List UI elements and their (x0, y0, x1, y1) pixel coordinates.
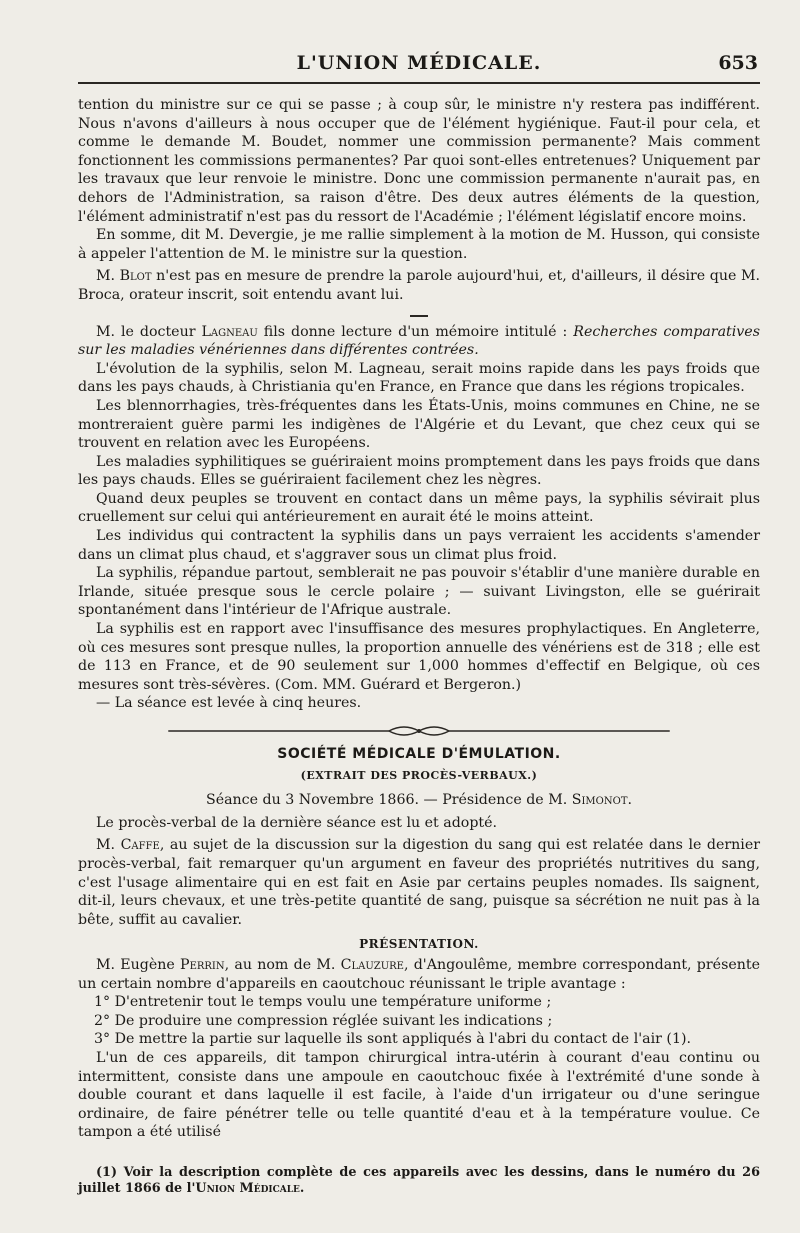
paragraph-caffe: M. Caffe, au sujet de la discussion sur la digestion du sang qui est relatée dans le dernier procès-verbal, fait remarquer qu'un argument en faveur des propriétés nutritives du sang, c'est l'usage alimentaire qui en est fait en Asie par certains peuples nomades. Ils saignent, dit-il, leurs chevaux, et une très-petite quantité de sang, puisque sa sécrétion ne nuit pas à la bête, suffit au cavalier. (78, 837, 761, 928)
paragraph: La syphilis, répandue partout, semblerait ne pas pouvoir s'établir d'une manière durable en Irlande, située presque sous le cercle polaire ; — suivant Livingston, elle se guérirait spontanément dans l'intérieur de l'Afrique australe. (78, 565, 760, 619)
name-blot: Blot (119, 268, 152, 285)
ornament-divider (78, 723, 760, 739)
paragraph: — La séance est levée à cinq heures. (96, 695, 362, 712)
page-number: 653 (718, 52, 758, 74)
footnote: (1) Voir la description complète de ces appareils avec les dessins, dans le numéro du 26 juillet 1866 de l'Union Médicale. (78, 1165, 760, 1196)
list-item: 2° De produire une compression réglée suivant les indications ; (94, 1012, 553, 1029)
paragraph-perrin: M. Eugène Perrin, au nom de M. Clauzure, d'Angoulême, membre correspondant, présente un certain nombre d'appareils en caoutchouc réunissant le triple avantage : (78, 956, 760, 992)
paragraph: L'un de ces appareils, dit tampon chirurgical intra-utérin à courant d'eau continu ou intermittent, consiste dans une ampoule en caoutchouc fixée à l'extrémité d'une sonde à double courant et dans laquelle il est facile, à l'aide d'un irrigateur ou d'une seringue ordinaire, de faire pénétrer telle ou telle quantité d'eau et à la température voulue. Ce tampon a été utilisé (78, 1049, 760, 1141)
journal-name: Union Médicale (195, 1181, 300, 1196)
journal-title: L'UNION MÉDICALE. (296, 52, 542, 74)
paragraph: Les maladies syphilitiques se guériraient moins promptement dans les pays froids que dans les pays chauds. Elles se guériraient facilement chez les nègres. (78, 453, 760, 489)
section-title: SOCIÉTÉ MÉDICALE D'ÉMULATION. (277, 746, 561, 762)
paragraph-blot: M. Blot n'est pas en mesure de prendre la parole aujourd'hui, et, d'ailleurs, il désire que M. Broca, orateur inscrit, soit entendu avant lui. (78, 268, 760, 303)
paragraph: Les individus qui contractent la syphilis dans un pays verraient les accidents s'amender dans un climat plus chaud, et s'aggraver sous un climat plus froid. (78, 528, 760, 563)
name-lagneau: Lagneau (201, 323, 258, 340)
list-item: 1° D'entretenir tout le temps voulu une température uniforme ; (94, 994, 552, 1011)
paragraph: Le procès-verbal de la dernière séance est lu et adopté. (96, 814, 498, 831)
paragraph: En somme, dit M. Devergie, je me rallie simplement à la motion de M. Husson, qui consiste à appeler l'attention de M. le ministre sur la question. (78, 227, 760, 262)
paragraph: Quand deux peuples se trouvent en contact dans un même pays, la syphilis sévirait plus cruellement sur celui qui antérieurement en aurait été le moins atteint. (78, 490, 760, 526)
name-caffe: Caffe (120, 837, 160, 854)
section-subtitle: (EXTRAIT DES PROCÈS-VERBAUX.) (300, 768, 538, 782)
paragraph: tention du ministre sur ce qui se passe ; à coup sûr, le ministre n'y restera pas indifférent. Nous n'avons d'ailleurs à nous occuper que de l'élément hygiénique. Faut-il pour cela, et comme le demande M. Boudet, nommer une commission permanente? Mais comment fonctionnent les commissions permanentes? Par quoi sont-elles entretenues? Uniquement par les travaux que leur renvoie le ministre. Donc une commission permanente n'aurait pas, en dehors de l'Administration, sa raison d'être. Des deux autres éléments de la question, l'élément administratif n'est pas du ressort de l'Académie ; l'élément législatif encore moins. (78, 97, 760, 225)
paragraph: Les blennorrhagies, très-fréquentes dans les États-Unis, moins communes en Chine, ne se montreraient guère parmi les indigènes de l'Algérie et du Levant, que chez ceux qui se trouvent en relation avec les Européens. (78, 397, 760, 452)
presentation-heading: PRÉSENTATION. (359, 937, 479, 952)
separator-dash (78, 311, 760, 321)
paragraph-lagneau: M. le docteur Lagneau fils donne lecture d'un mémoire intitulé : Recherches comparatives sur les maladies vénériennes dans différentes contrées. (78, 323, 760, 359)
paragraph: L'évolution de la syphilis, selon M. Lagneau, serait moins rapide dans les pays froids que dans les pays chauds, à Christiania qu'en France, en France que dans les régions tropicales. (78, 360, 760, 396)
article-body (78, 96, 760, 1142)
paragraph: La syphilis est en rapport avec l'insuffisance des mesures prophylactiques. En Angleterre, où ces mesures sont presque nulles, la proportion annuelle des vénériens est de 318 ; elle est de 113 en France, et de 90 seulement sur 1,000 hommes d'effectif en Belgique, où ces mesures sont très-sévères. (Com. MM. Guérard et Bergeron.) (78, 621, 760, 693)
running-header (78, 52, 760, 84)
seance-line: Séance du 3 Novembre 1866. — Présidence de M. Simonot. (205, 792, 633, 809)
list-item: 3° De mettre la partie sur laquelle ils sont appliqués à l'abri du contact de l'air (1). (94, 1031, 692, 1048)
memoir-title: Recherches comparatives sur les maladies vénériennes dans différentes contrées. (78, 323, 760, 359)
